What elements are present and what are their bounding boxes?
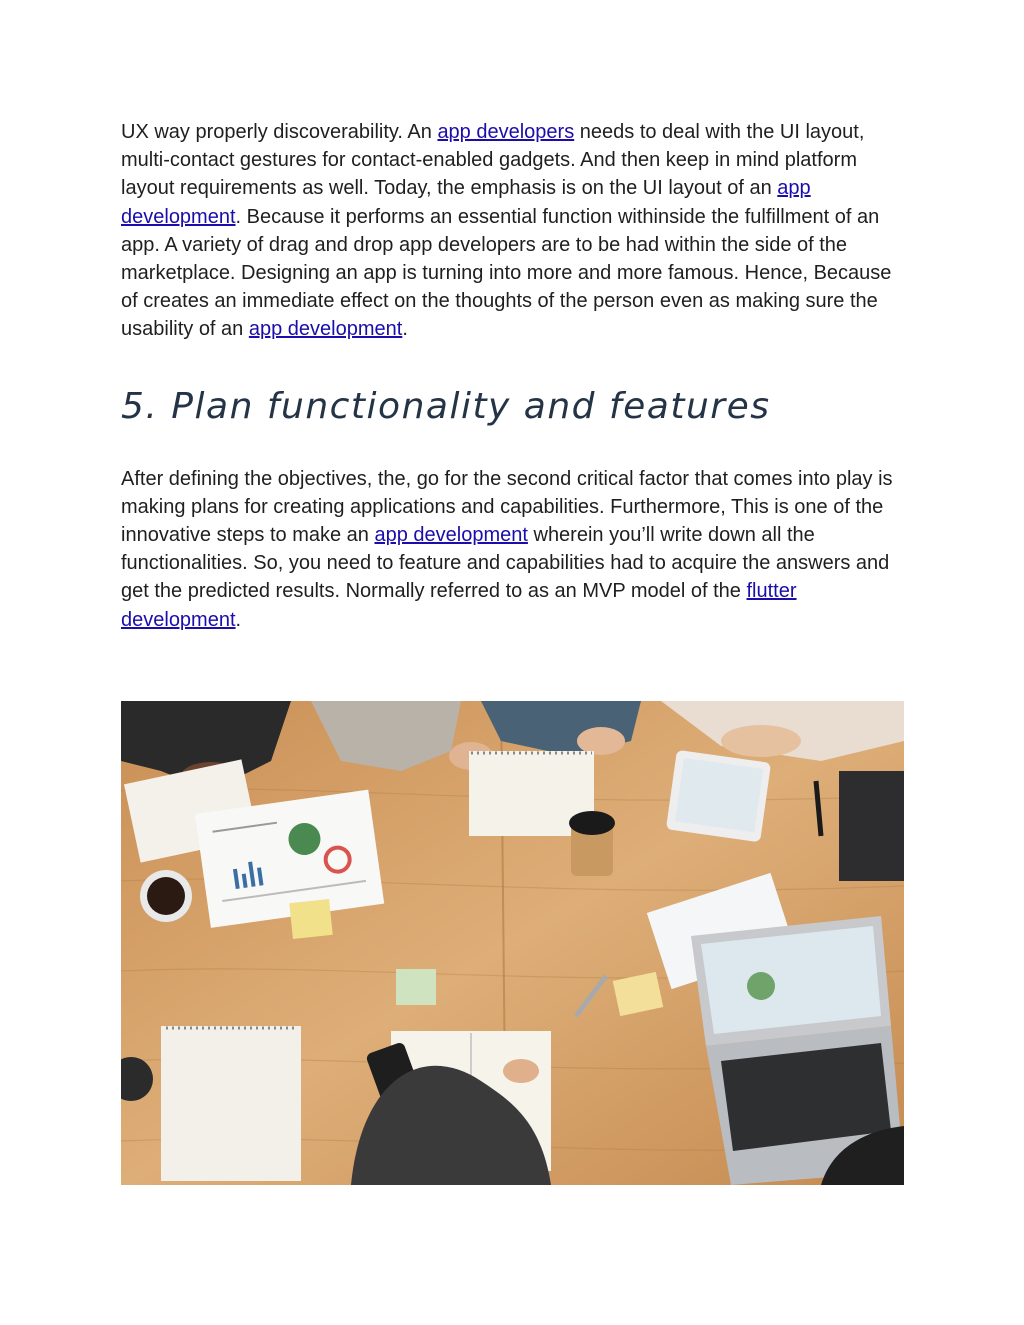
hand xyxy=(503,1059,539,1083)
paragraph-text: needs to deal with the UI layout, multi-contact gestures for contact-enabled gadgets. And then keep in mind platform layout requirements as well. Today, the emphasis is on the UI layout of an xyxy=(121,121,865,200)
sticky-note xyxy=(396,969,436,1005)
hand xyxy=(721,725,801,757)
meeting-table-illustration xyxy=(121,701,904,1185)
link-flutter-development[interactable]: flutter development xyxy=(121,580,797,631)
paragraph-text: After defining the objectives, the, go for the second critical factor that comes into play is making plans for creating applications and capabilities. Furthermore, This is one of the innovative steps to make an xyxy=(121,467,893,547)
hand xyxy=(577,727,625,755)
section-heading: 5. Plan functionality and features xyxy=(121,385,771,427)
dark-notebook xyxy=(839,771,904,881)
paragraph-ui-layout xyxy=(121,118,906,344)
paragraph-plan-features xyxy=(121,465,906,634)
printed-report xyxy=(195,790,384,928)
document-page xyxy=(121,118,906,634)
link-app-development[interactable]: app development xyxy=(248,318,403,341)
paragraph-text: wherein you’ll write down all the functionalities. So, you need to feature and capabilities had to acquire the answers and get the predicted results. Normally referred to as an MVP model of the xyxy=(121,524,890,603)
link-app-development[interactable]: app development xyxy=(121,177,811,228)
paragraph-text: . xyxy=(235,608,242,631)
link-app-developers[interactable]: app developers xyxy=(437,121,575,143)
team-meeting-photo xyxy=(121,701,904,1185)
spiral-notepad xyxy=(161,1026,301,1181)
paragraph-text: . xyxy=(402,318,408,341)
link-app-development[interactable]: app development xyxy=(374,524,528,547)
paragraph-text: . Because it performs an essential function withinside the fulfillment of an app. A variety of drag and drop app developers are to be had within the side of the marketplace. Designing an app is turning into more and more famous. Hence, Because of creates an immediate effect on the thoughts of the person even as making sure the usability of an xyxy=(121,205,892,341)
sticky-note xyxy=(289,899,333,939)
paragraph-text: UX way properly discoverability. An xyxy=(121,121,438,143)
